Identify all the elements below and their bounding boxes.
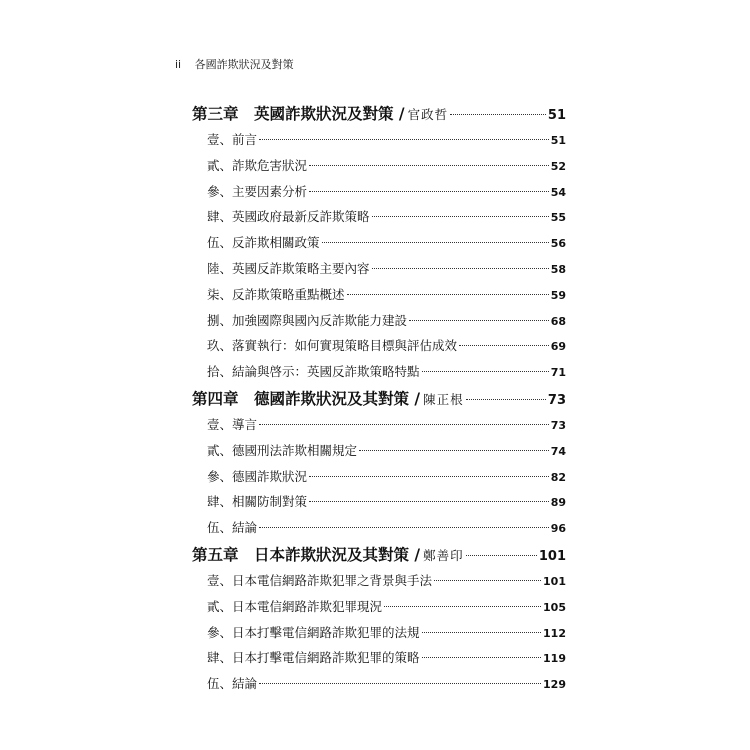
dot-leader (459, 345, 549, 346)
page-number: 58 (550, 262, 566, 276)
toc-section-entry (192, 333, 566, 359)
table-of-contents (192, 100, 566, 697)
section-title: 伍、結論 (207, 520, 258, 536)
toc-chapter-entry (192, 385, 566, 412)
section-title: 壹、導言 (207, 416, 258, 432)
dot-leader (466, 555, 537, 556)
section-title: 參、日本打擊電信網路詐欺犯罪的法規 (207, 624, 420, 640)
page-number: 73 (547, 392, 566, 408)
section-title: 拾、結論與啓示：英國反詐欺策略特點 (207, 364, 420, 380)
section-title: 壹、前言 (207, 132, 258, 147)
dot-leader (309, 165, 549, 166)
chapter-title: 第三章 英國詐欺狀況及對策 / (192, 104, 405, 123)
dot-leader (450, 114, 546, 115)
page-number: 101 (543, 574, 566, 588)
section-title: 貳、詐欺危害狀況 (207, 157, 308, 173)
dot-leader (466, 399, 546, 400)
dot-leader (372, 216, 549, 217)
section-title: 柒、反詐欺策略重點概述 (207, 286, 345, 302)
page-number: 54 (550, 185, 566, 199)
section-title: 肆、日本打擊電信網路詐欺犯罪的策略 (207, 650, 420, 666)
toc-section-entry (192, 515, 566, 541)
section-title: 伍、結論 (207, 676, 258, 692)
page-number: 68 (550, 314, 566, 328)
section-title: 捌、加強國際與國內反詐欺能力建設 (207, 312, 408, 328)
page-number: 55 (550, 211, 566, 225)
toc-section-entry (192, 127, 566, 153)
section-title: 伍、反詐欺相關政策 (207, 235, 320, 251)
running-head-title: 各國詐欺狀況及對策 (194, 58, 294, 71)
page-number: 101 (538, 548, 566, 564)
section-title: 陸、英國反詐欺策略主要內容 (207, 260, 370, 276)
dot-leader (409, 320, 549, 321)
running-head (175, 56, 294, 72)
dot-leader (259, 527, 549, 528)
section-title: 貳、日本電信網路詐欺犯罪現況 (207, 598, 383, 614)
page-number: 59 (550, 288, 566, 302)
dot-leader (422, 632, 542, 633)
toc-section-entry (192, 620, 566, 646)
dot-leader (434, 580, 541, 581)
toc-chapter-entry (192, 100, 566, 127)
toc-section-entry (192, 153, 566, 179)
dot-leader (259, 424, 549, 425)
chapter-title: 第四章 德國詐欺狀況及其對策 / (192, 388, 421, 408)
toc-section-entry (192, 645, 566, 671)
section-title: 玖、落實執行：如何實現策略目標與評估成效 (207, 338, 458, 354)
chapter-title: 第五章 日本詐欺狀況及其對策 / (192, 544, 421, 564)
toc-section-entry (192, 308, 566, 334)
toc-section-entry (192, 412, 566, 438)
section-title: 參、主要因素分析 (207, 183, 308, 199)
section-title: 貳、德國刑法詐欺相關規定 (207, 442, 358, 458)
page-number: 96 (550, 522, 566, 536)
toc-section-entry (192, 179, 566, 205)
page-number: 119 (543, 652, 566, 666)
page-number: 74 (550, 444, 566, 458)
dot-leader (347, 294, 549, 295)
page-number: 82 (550, 470, 566, 484)
chapter-author: 官政哲 (407, 107, 449, 122)
page-folio: ii (175, 58, 182, 71)
toc-section-entry (192, 230, 566, 256)
page-number: 105 (543, 600, 566, 614)
section-title: 肆、相關防制對策 (207, 494, 308, 510)
page-number: 56 (550, 237, 566, 251)
page-number: 69 (550, 340, 566, 354)
page-number: 52 (550, 159, 566, 173)
toc-section-entry (192, 359, 566, 385)
page-number: 112 (543, 626, 566, 640)
dot-leader (259, 139, 549, 140)
toc-section-entry (192, 204, 566, 230)
page-number: 71 (550, 366, 566, 380)
dot-leader (259, 683, 541, 684)
dot-leader (372, 268, 549, 269)
dot-leader (309, 501, 549, 502)
dot-leader (309, 191, 549, 192)
page-number: 89 (550, 496, 566, 510)
page-number: 51 (547, 108, 566, 123)
toc-section-entry (192, 568, 566, 594)
toc-section-entry (192, 282, 566, 308)
page-number: 51 (550, 134, 566, 147)
dot-leader (309, 476, 549, 477)
toc-chapter-entry (192, 541, 566, 568)
chapter-author: 陳正根 (423, 391, 464, 407)
section-title: 參、德國詐欺狀況 (207, 468, 308, 484)
dot-leader (359, 450, 549, 451)
section-title: 肆、英國政府最新反詐欺策略 (207, 209, 370, 225)
toc-section-entry (192, 594, 566, 620)
dot-leader (322, 242, 549, 243)
section-title: 壹、日本電信網路詐欺犯罪之背景與手法 (207, 572, 433, 588)
toc-section-entry (192, 671, 566, 697)
chapter-author: 鄭善印 (423, 547, 464, 563)
dot-leader (384, 606, 541, 607)
dot-leader (422, 371, 549, 372)
toc-section-entry (192, 256, 566, 282)
toc-section-entry (192, 489, 566, 515)
toc-section-entry (192, 438, 566, 464)
dot-leader (422, 657, 542, 658)
page-number: 73 (550, 418, 566, 432)
toc-section-entry (192, 464, 566, 490)
page-number: 129 (543, 678, 566, 692)
